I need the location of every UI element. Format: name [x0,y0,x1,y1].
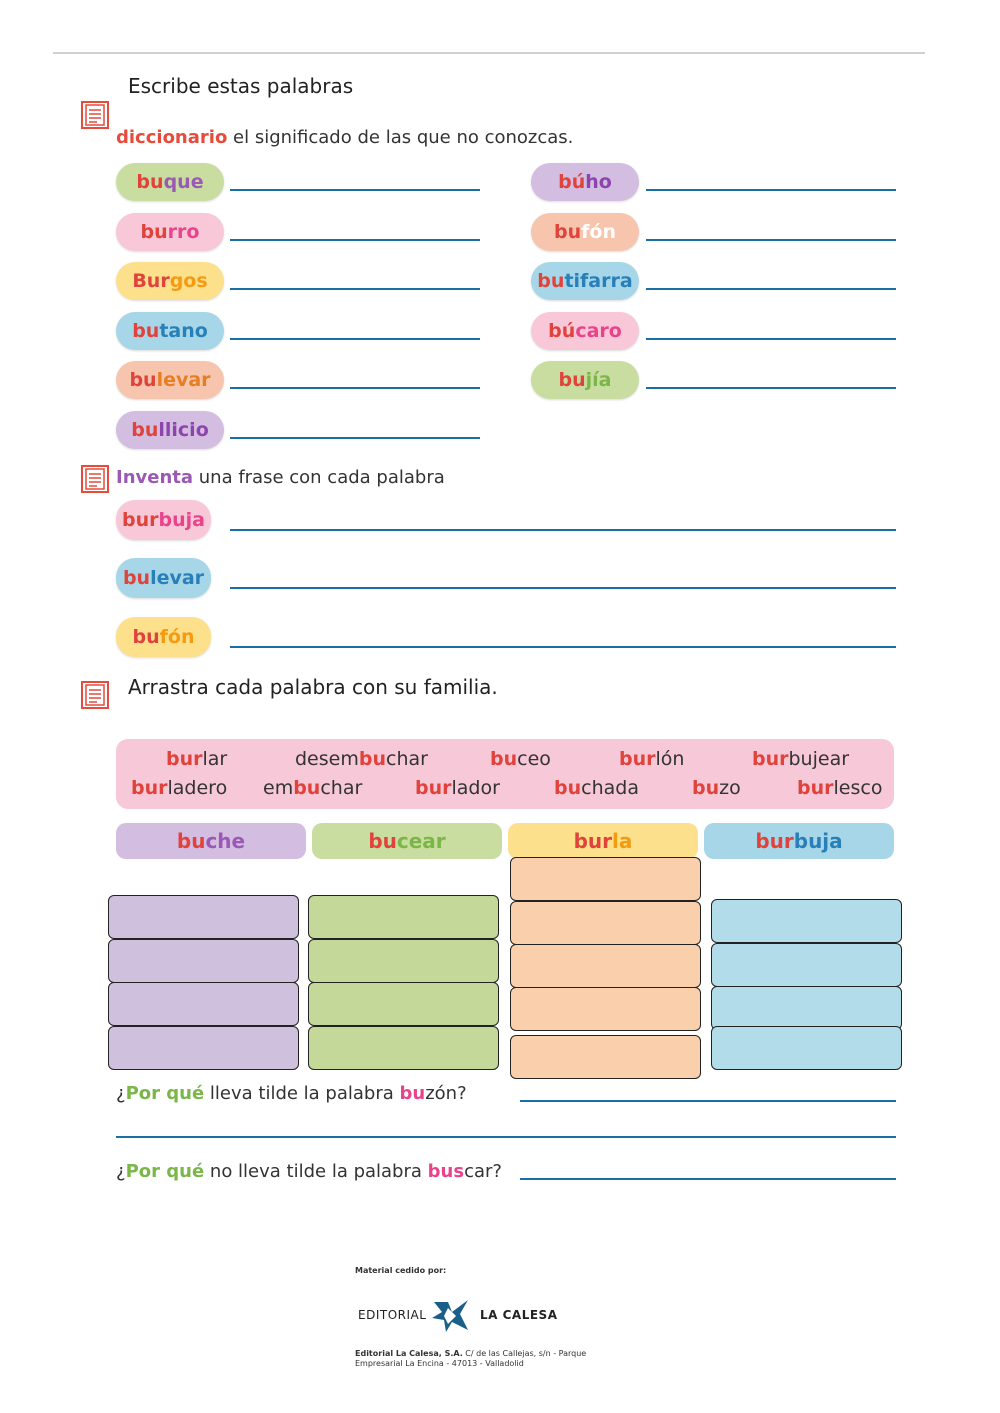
bank-word[interactable] [415,777,500,799]
drop-box[interactable] [308,939,499,983]
word-pill [531,262,639,300]
footer-calesa: LA CALESA [480,1308,558,1322]
q2-mid: no lleva tilde la palabra [204,1161,428,1182]
question-2 [116,1161,502,1182]
word-prefix: bu [554,221,582,243]
word-prefix: bur [573,829,613,853]
q1-por: Por [125,1083,160,1104]
bank-word[interactable] [490,748,551,770]
column-header [116,823,306,859]
word-prefix: bú [548,320,576,342]
word-rest: che [205,829,246,853]
notebook-icon [80,680,110,710]
word-prefix: bur [755,829,794,853]
drop-box[interactable] [510,944,701,988]
word-pill [116,163,224,201]
bank-word[interactable] [263,777,362,799]
word-rest: rro [167,221,200,243]
word-rest: tifarra [564,270,633,292]
word-prefix: bu [122,567,151,589]
word-rest: llicio [158,419,209,441]
bank-word[interactable] [752,748,849,770]
word-prefix: bu [136,171,164,193]
word-prefix: bu [358,748,386,770]
footer-address [355,1349,586,1358]
drop-box[interactable] [308,982,499,1026]
address-bold: Editorial La Calesa, S.A. [355,1349,463,1358]
address-rest: C/ de las Callejas, s/n - Parque [462,1349,587,1358]
answer-line[interactable] [230,387,480,389]
bank-word[interactable] [797,777,882,799]
answer-line[interactable] [520,1100,896,1102]
subtitle-keyword: diccionario [116,127,228,148]
answer-line[interactable] [230,189,480,191]
word-rest: ladero [167,777,228,799]
answer-line[interactable] [230,239,480,241]
answer-line[interactable] [230,437,480,439]
word-rest: ho [585,171,612,193]
word-pill [116,361,224,399]
word-prefix: bu [293,777,321,799]
q1-mid: lleva tilde la palabra [204,1083,400,1104]
column-header [312,823,502,859]
sentence-line[interactable] [230,646,896,648]
q1-open: ¿ [116,1083,126,1104]
drop-box[interactable] [711,986,902,1030]
answer-line[interactable] [646,189,896,191]
word-rest: levar [150,567,205,589]
footer-credit: Material cedido por: [355,1266,447,1275]
word-pill [531,312,639,350]
word-pill [116,312,224,350]
word-prefix: bu [132,320,160,342]
word-prefix: bur [619,748,656,770]
calesa-logo-icon [430,1296,472,1336]
word-pill [531,213,639,251]
word-rest: chada [581,777,639,799]
q2-open: ¿ [116,1161,126,1182]
drop-box[interactable] [308,895,499,939]
drop-box[interactable] [308,1026,499,1070]
word-prefix: Bur [132,270,170,292]
word-pill [531,163,639,201]
word-pill [531,361,639,399]
word-rest: lón [655,748,685,770]
footer-address-line2: Empresarial La Encina - 47013 - Valladolid [355,1359,524,1368]
q1-pre: bu [399,1083,426,1104]
word-rest: buja [158,509,205,531]
drop-box[interactable] [510,987,701,1031]
word-rest: fón [581,221,616,243]
word-lead: em [263,777,294,799]
answer-line[interactable] [230,338,480,340]
word-prefix: bur [131,777,168,799]
q2-rest: car? [464,1161,502,1182]
word-prefix: bur [797,777,834,799]
question-1 [116,1083,467,1104]
word-rest: jía [585,369,612,391]
answer-line[interactable] [116,1136,896,1138]
section1-subtitle [116,127,573,148]
word-prefix: bur [122,509,159,531]
word-rest: gos [169,270,208,292]
drop-box[interactable] [510,901,701,945]
drop-box[interactable] [108,1026,299,1070]
word-prefix: bu [692,777,720,799]
word-rest: cear [396,829,446,853]
subtitle-text: el significado de las que no conozcas. [227,127,574,148]
drop-box[interactable] [711,1026,902,1070]
word-rest: char [386,748,428,770]
word-pill [116,617,211,657]
bank-word[interactable] [619,748,684,770]
word-rest: que [163,171,204,193]
word-rest: char [320,777,363,799]
word-prefix: bu [129,369,157,391]
word-prefix: bu [554,777,582,799]
word-rest: levar [156,369,211,391]
drop-box[interactable] [711,943,902,987]
section1-title: Escribe estas palabras [128,74,354,98]
answer-line[interactable] [646,288,896,290]
word-rest: la [612,829,633,853]
word-rest: fón [159,626,195,648]
word-lead: desem [295,748,359,770]
section2-title [116,467,445,488]
word-prefix: bu [490,748,518,770]
q2-que: qué [160,1161,205,1182]
word-rest: zo [719,777,741,799]
sentence-line[interactable] [230,587,896,589]
word-pill [116,500,211,540]
word-prefix: bu [537,270,565,292]
notebook-icon [80,464,110,494]
word-prefix: bu [131,419,159,441]
q1-que: qué [160,1083,205,1104]
word-prefix: bu [140,221,168,243]
word-prefix: bu [368,829,397,853]
section3-title: Arrastra cada palabra con su familia. [128,675,498,699]
word-prefix: bur [166,748,203,770]
word-prefix: bú [558,171,586,193]
answer-line[interactable] [646,239,896,241]
word-prefix: bur [415,777,452,799]
bank-word[interactable] [295,748,428,770]
bank-word[interactable] [131,777,227,799]
answer-line[interactable] [230,288,480,290]
bank-word[interactable] [554,777,639,799]
word-rest: bujear [788,748,850,770]
top-divider [53,52,925,54]
word-pill [116,558,211,598]
word-pill [116,411,224,449]
q2-por: Por [125,1161,160,1182]
word-prefix: bu [558,369,586,391]
word-rest: lesco [833,777,883,799]
word-rest: tano [159,320,208,342]
drop-box[interactable] [108,939,299,983]
word-prefix: bu [176,829,206,853]
drop-box[interactable] [108,895,299,939]
section2-text: una frase con cada palabra [193,467,445,488]
word-rest: ceo [517,748,551,770]
q1-rest: zón? [425,1083,467,1104]
answer-line[interactable] [520,1178,896,1180]
answer-line[interactable] [646,387,896,389]
bank-word[interactable] [166,748,227,770]
section2-keyword: Inventa [116,467,194,488]
drop-box[interactable] [510,857,701,901]
word-prefix: bur [752,748,789,770]
bank-word[interactable] [692,777,741,799]
word-pill [116,213,224,251]
q2-pre: bus [427,1161,465,1182]
word-pill [116,262,224,300]
footer-editorial: EDITORIAL [358,1308,427,1322]
drop-box[interactable] [711,899,902,943]
word-rest: caro [575,320,622,342]
word-rest: lar [202,748,228,770]
column-header [704,823,894,859]
word-prefix: bu [132,626,160,648]
drop-box[interactable] [108,982,299,1026]
drop-box[interactable] [510,1035,701,1079]
notebook-icon [80,100,110,130]
word-rest: lador [451,777,500,799]
word-rest: buja [793,829,843,853]
sentence-line[interactable] [230,529,896,531]
column-header [508,823,698,859]
answer-line[interactable] [646,338,896,340]
